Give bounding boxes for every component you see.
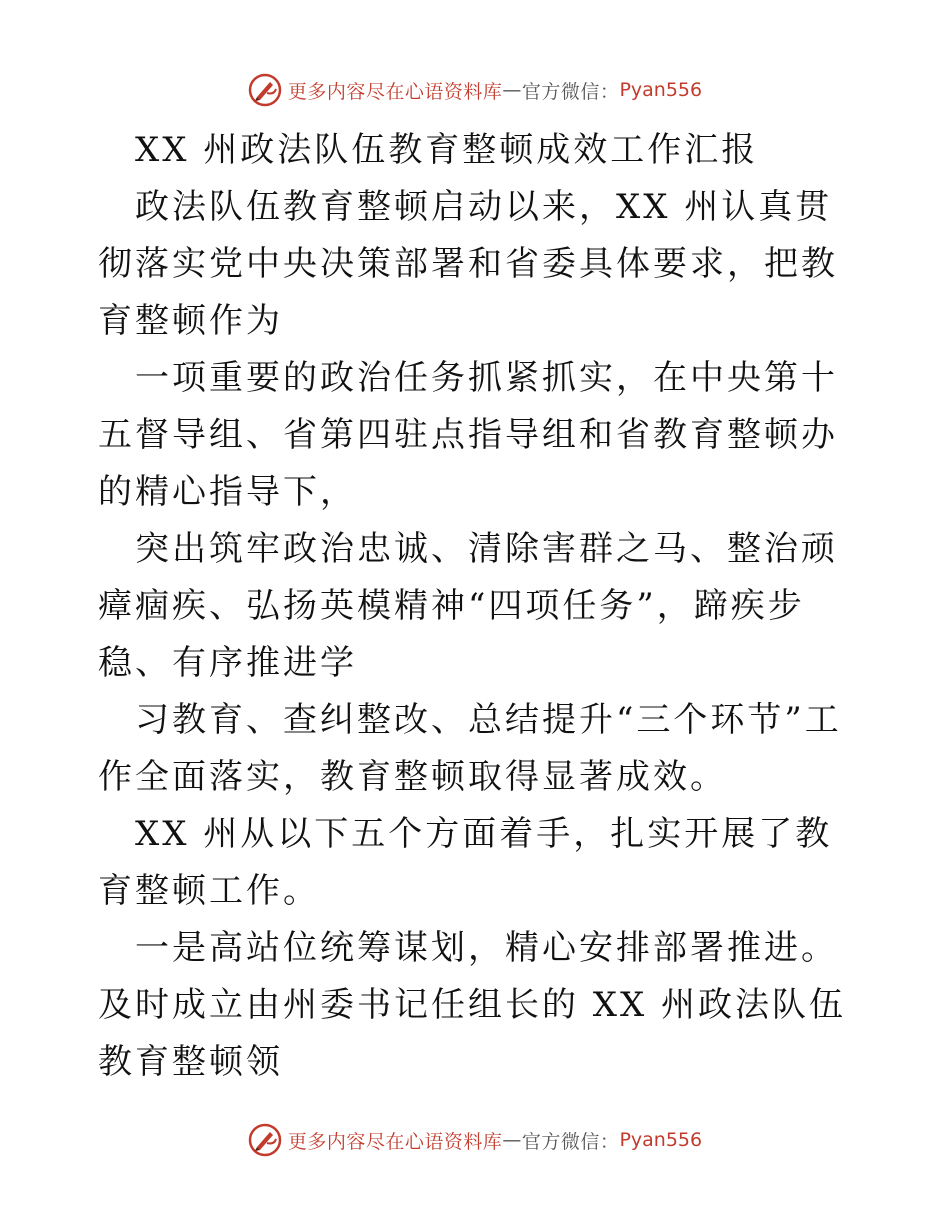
watermark-wechat-label: 官方微信： — [521, 80, 620, 103]
header-watermark — [0, 70, 950, 110]
document-title: XX 州政法队伍教育整顿成效工作汇报 — [135, 130, 759, 170]
paragraph: 一项重要的政治任务抓紧抓实，在中央第十五督导组、省第四驻点指导组和省教育整顿办的精心指导下， — [98, 358, 838, 512]
pen-logo-icon — [248, 73, 282, 107]
watermark-main-text: 更多内容尽在心语资料库 — [287, 1130, 503, 1153]
paragraph: 政法队伍教育整顿启动以来，XX 州认真贯彻落实党中央决策部署和省委具体要求，把教育整顿作为 — [98, 187, 838, 341]
watermark-dash: — — [502, 1129, 522, 1151]
watermark-dash: — — [502, 79, 522, 101]
paragraph: 一是高站位统筹谋划，精心安排部署推进。及时成立由州委书记任组长的 XX 州政法队伍教育整顿领 — [98, 928, 847, 1082]
watermark-handle: Pyan556 — [619, 1129, 703, 1151]
paragraph: 突出筑牢政治忠诚、清除害群之马、整治顽瘴痼疾、弘扬英模精神“四项任务”，蹄疾步稳、有序推进学 — [98, 529, 838, 683]
pen-logo-icon — [248, 1123, 282, 1157]
watermark-handle: Pyan556 — [619, 79, 703, 101]
paragraph: XX 州从以下五个方面着手，扎实开展了教育整顿工作。 — [98, 814, 833, 911]
document-body — [98, 122, 858, 1091]
footer-watermark — [0, 1120, 950, 1160]
watermark-wechat-label: 官方微信： — [521, 1130, 620, 1153]
paragraph: 习教育、查纠整改、总结提升“三个环节”工作全面落实，教育整顿取得显著成效。 — [98, 700, 842, 797]
watermark-main-text: 更多内容尽在心语资料库 — [287, 80, 503, 103]
